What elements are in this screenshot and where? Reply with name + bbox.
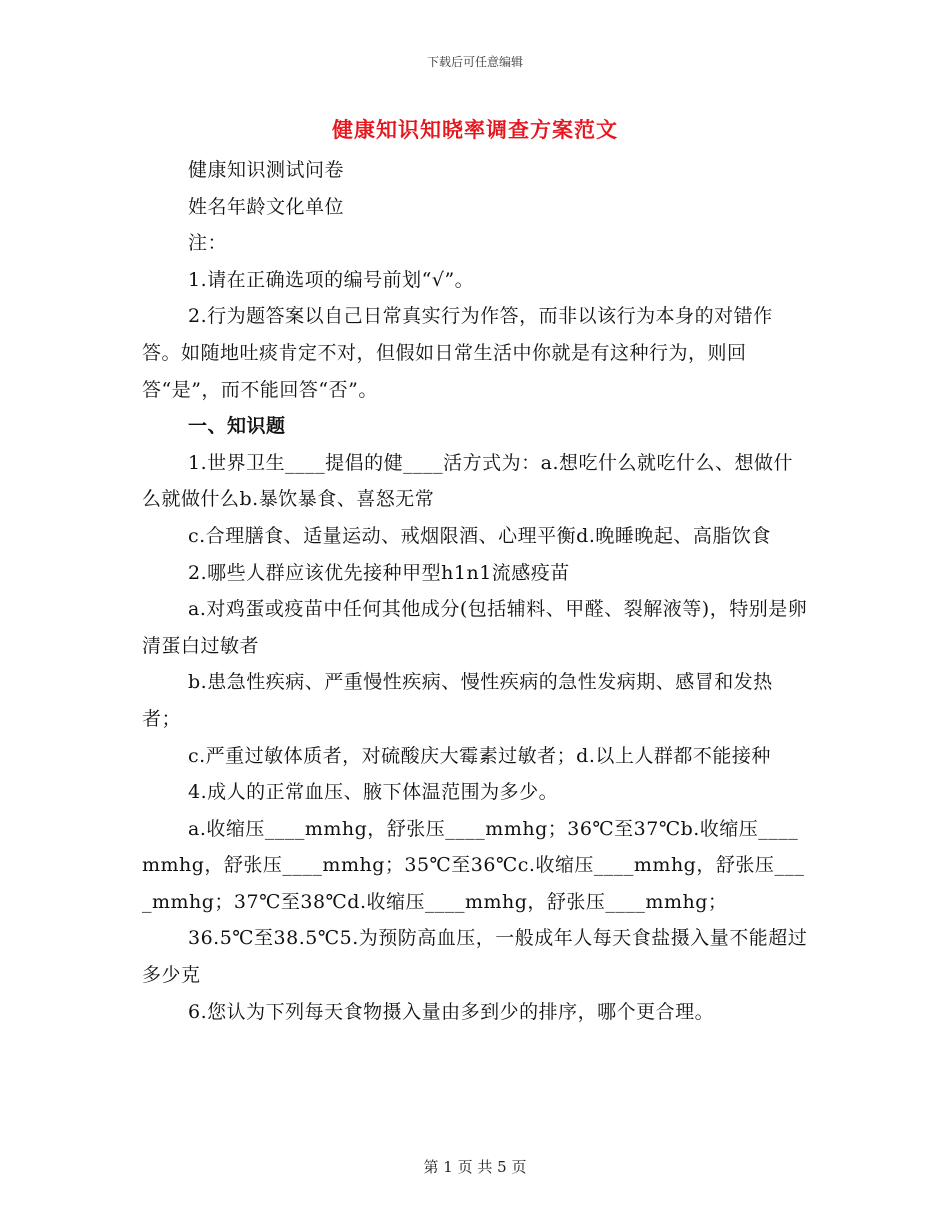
question-2: 2.哪些人群应该优先接种甲型h1n1流感疫苗 [188, 561, 570, 584]
note-item-1: 1.请在正确选项的编号前划“√”。 [188, 268, 475, 291]
note-heading: 注： [188, 232, 228, 255]
document-title: 健康知识知晓率调查方案范文 [332, 117, 618, 142]
question-2-option-a: a.对鸡蛋或疫苗中任何其他成分(包括辅料、甲醛、裂解液等)，特别是卵清蛋白过敏者 [142, 598, 808, 657]
question-2-option-b: b.患急性疾病、严重慢性疾病、慢性疾病的急性发病期、感冒和发热者； [142, 671, 773, 730]
respondent-info-line: 姓名年龄文化单位 [188, 195, 345, 218]
question-4: 4.成人的正常血压、腋下体温范围为多少。 [188, 781, 559, 804]
section-heading-knowledge: 一、知识题 [188, 415, 286, 438]
page-header-note: 下载后可任意编辑 [426, 55, 523, 69]
question-1-options-cd: c.合理膳食、适量运动、戒烟限酒、心理平衡d.晚睡晚起、高脂饮食 [188, 524, 771, 547]
question-4-options: a.收缩压____mmhg，舒张压____mmhg；36℃至37℃b.收缩压____mmhg，舒张压____mmhg；35℃至36℃c.收缩压____mmhg，舒张压____mmhg；37℃至38℃d.收缩压____mmhg，舒张压____mmhg； [142, 817, 805, 913]
question-1: 1.世界卫生____提倡的健____活方式为：a.想吃什么就吃什么、想做什么就做什么b.暴饮暴食、喜怒无常 [142, 451, 793, 511]
question-5: 36.5℃至38.5℃5.为预防高血压，一般成年人每天食盐摄入量不能超过多少克 [142, 927, 808, 987]
note-item-2: 2.行为题答案以自己日常真实行为作答，而非以该行为本身的对错作答。如随地吐痰肯定不对，但假如日常生活中你就是有这种行为，则回答“是”，而不能回答“否”。 [142, 305, 773, 401]
question-6: 6.您认为下列每天食物摄入量由多到少的排序，哪个更合理。 [188, 1000, 715, 1023]
document-body [142, 152, 808, 1030]
question-2-options-cd: c.严重过敏体质者，对硫酸庆大霉素过敏者；d.以上人群都不能接种 [188, 744, 771, 767]
questionnaire-name: 健康知识测试问卷 [188, 159, 345, 181]
page-number: 第 1 页 共 5 页 [423, 1158, 527, 1176]
